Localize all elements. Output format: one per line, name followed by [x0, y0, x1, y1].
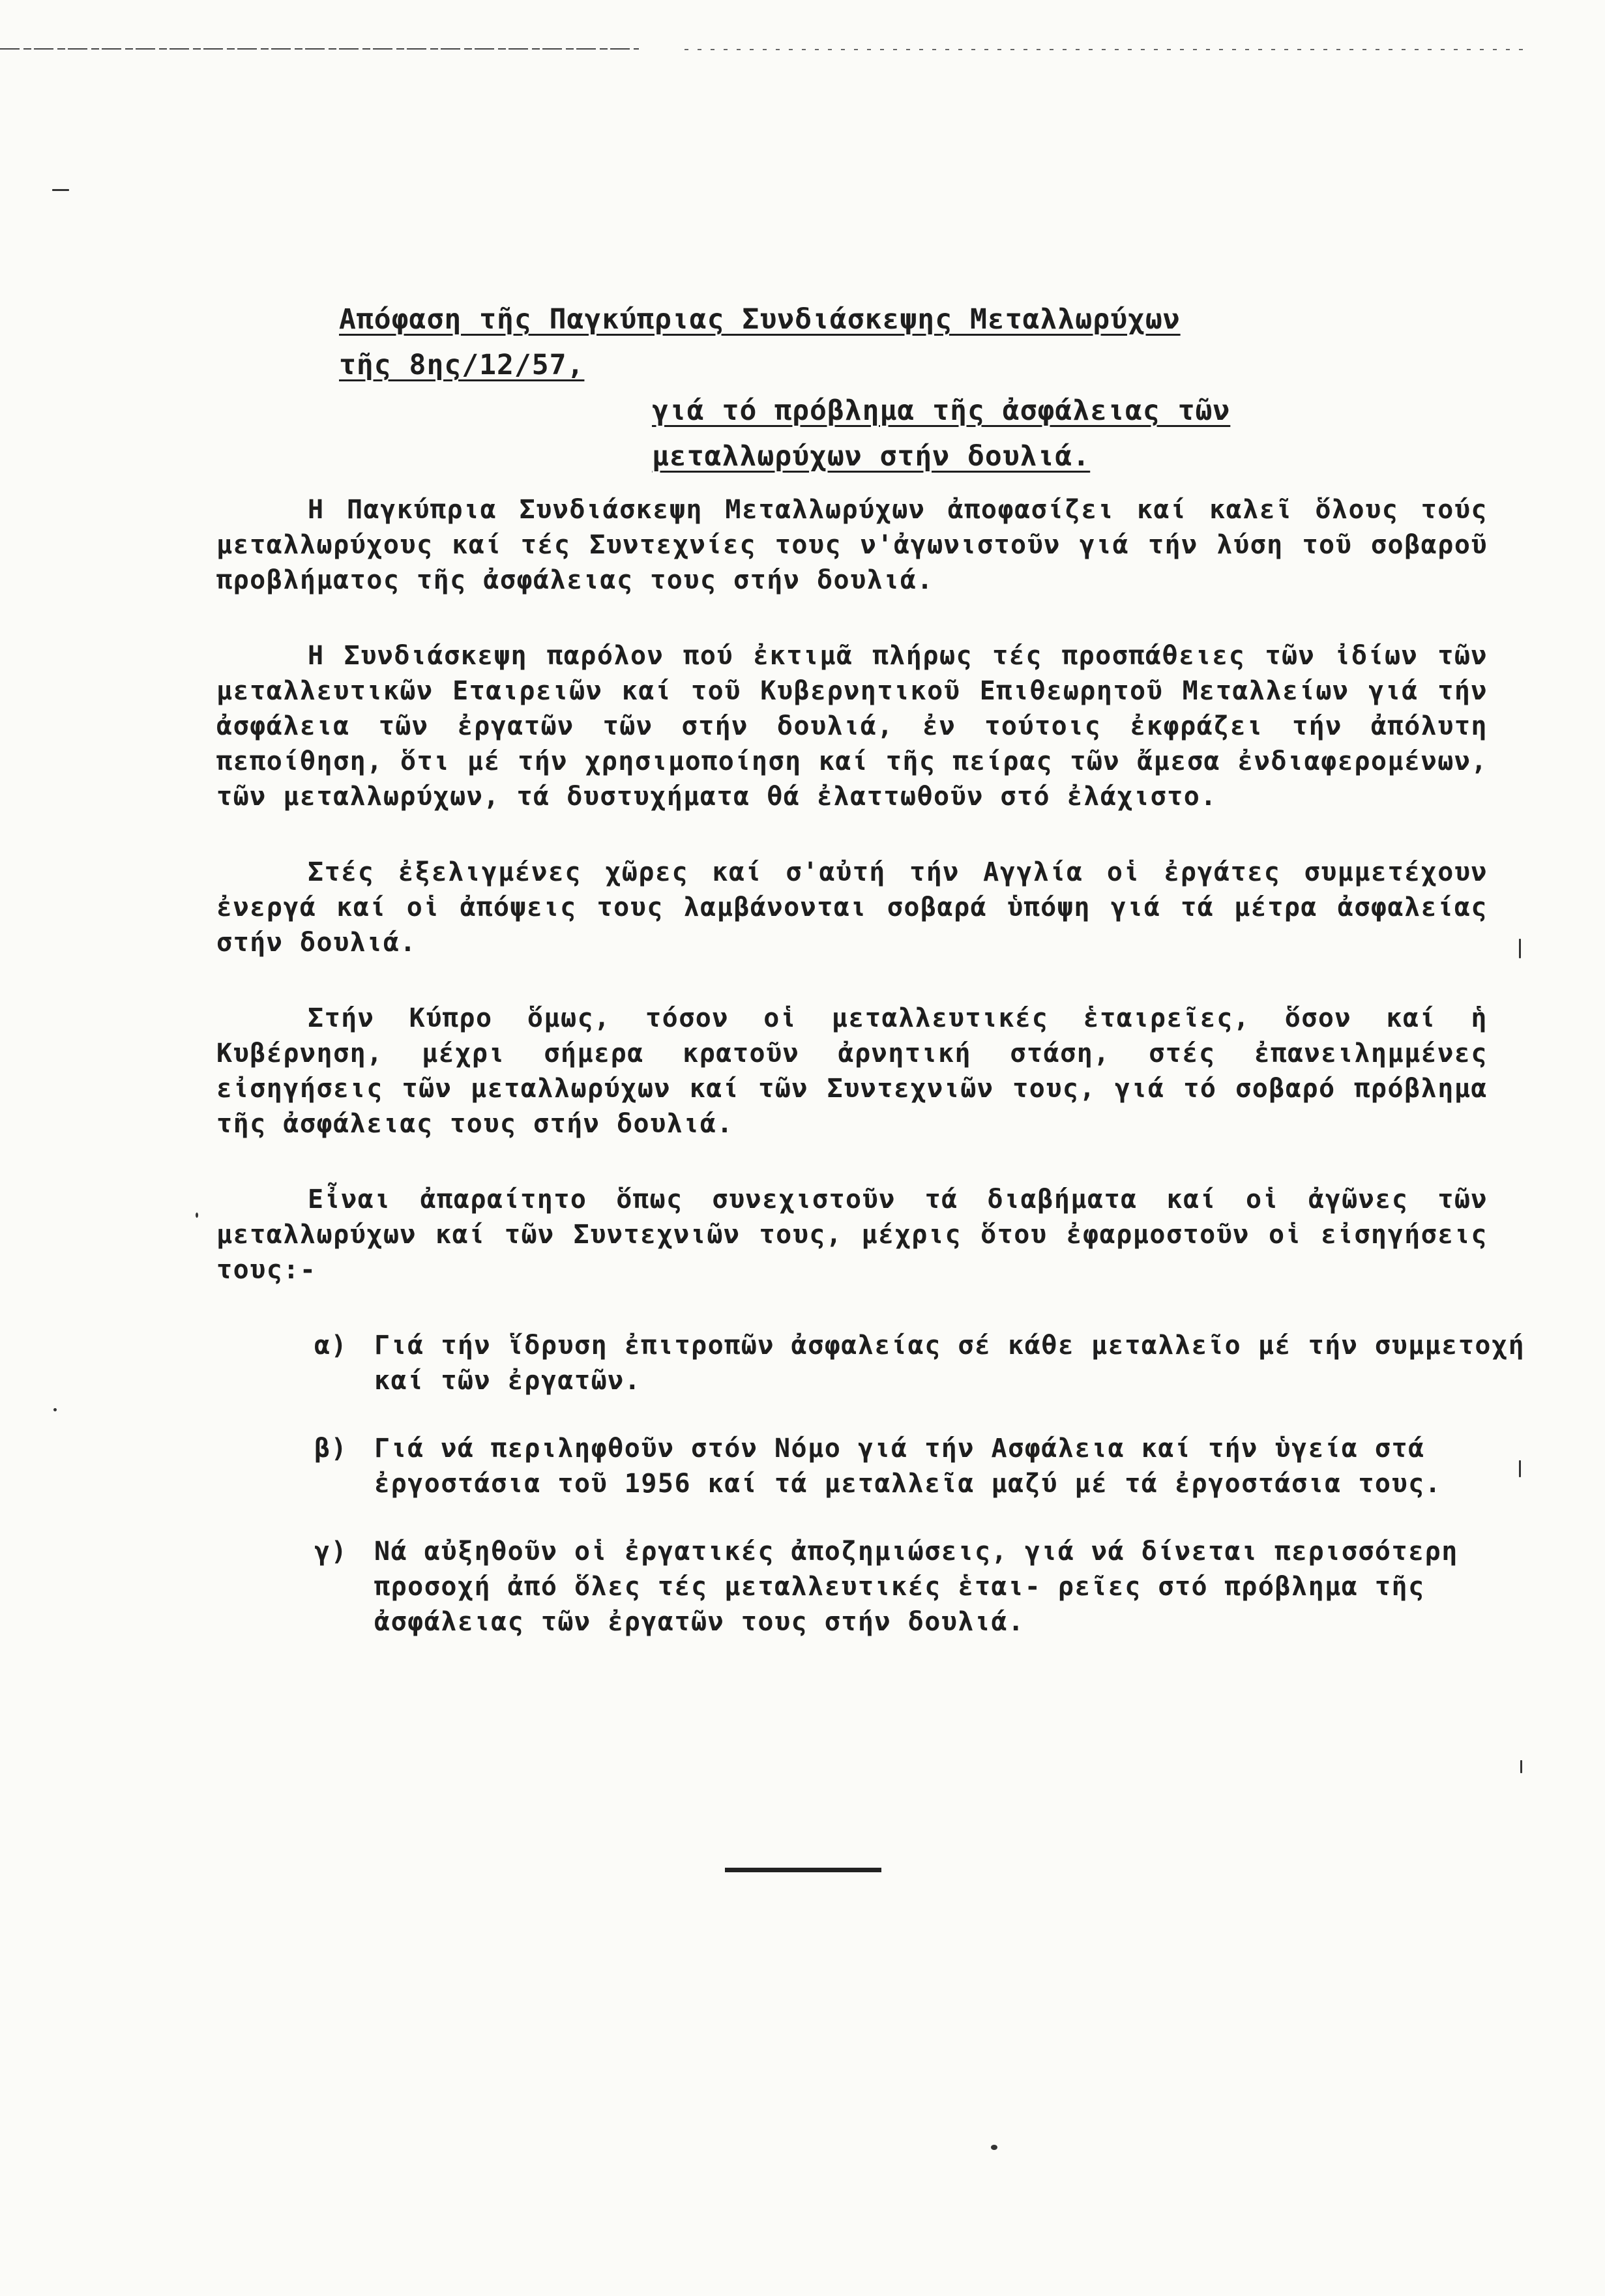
scan-edge-line	[0, 47, 1605, 52]
paragraph-2: Η Συνδιάσκεψη παρόλον πού ἐκτιμᾶ πλήρως τές προσπάθειες τῶν ἰδίων τῶν μεταλλευτικῶν Εταιρειῶν καί τοῦ Κυβερνητικοῦ Επιθεωρητοῦ Μεταλλείων γιά τήν ἀσφάλεια τῶν ἐργατῶν τῶν στήν δουλιά, ἐν τούτοις ἐκφράζει τήν ἀπόλυτη πεποίθηση, ὅτι μέ τήν χρησιμοποίηση καί τῆς πείρας τῶν ἄμεσα ἐνδιαφερομένων, τῶν μεταλλωρύχων, τά δυστυχήματα θά ἐλαττωθοῦν στό ἐλάχιστο.	[216, 641, 1488, 812]
scan-speck	[991, 2145, 997, 2150]
paragraph-3: Στές ἐξελιγμένες χῶρες καί σ'αὐτή τήν Αγγλία οἱ ἐργάτες συμμετέχουν ἐνεργά καί οἱ ἀπόψεις τους λαμβάνονται σοβαρά ὑπόψη γιά τά μέτρα ἀσφαλείας στήν δουλιά.	[216, 857, 1488, 958]
list-item	[314, 1534, 1554, 1640]
scan-speck	[53, 1408, 57, 1411]
title-line-4: μεταλλωρύχων στήν δουλιά.	[652, 440, 1091, 473]
closing-rule	[725, 1868, 881, 1872]
scan-speck	[196, 1213, 198, 1218]
list-item	[314, 1328, 1554, 1398]
paragraph-5: Εἶναι ἀπαραίτητο ὅπως συνεχιστοῦν τά διαβήματα καί οἱ ἀγῶνες τῶν μεταλλωρύχων καί τῶν Συντεχνιῶν τους, μέχρις ὅτου ἐφαρμοστοῦν οἱ εἰσηγήσεις τους:-	[216, 1185, 1488, 1285]
title-line-3: γιά τό πρόβλημα τῆς ἀσφάλειας τῶν	[652, 394, 1231, 427]
document-body	[216, 492, 1525, 1672]
list-item-text: Γιά νά περιληφθοῦν στόν Νόμο γιά τήν Ασφάλεια καί τήν ὑγεία στά ἐργοστάσια τοῦ 1956 καί τά μεταλλεῖα μαζύ μέ τά ἐργοστάσια τους.	[374, 1434, 1442, 1499]
paragraph-1: Η Παγκύπρια Συνδιάσκεψη Μεταλλωρύχων ἀποφασίζει καί καλεῖ ὅλους τούς μεταλλωρύχους καί τές Συντεχνίες τους ν'ἀγωνιστοῦν γιά τήν λύση τοῦ σοβαροῦ προβλήματος τῆς ἀσφάλειας τους στήν δουλιά.	[216, 495, 1488, 595]
list-marker: γ)	[314, 1537, 348, 1567]
scan-speck	[1519, 939, 1521, 958]
list-item	[314, 1431, 1554, 1501]
title-line-2: τῆς 8ης/12/57,	[339, 349, 585, 381]
title-line-1: Απόφαση τῆς Παγκύπριας Συνδιάσκεψης Μεταλλωρύχων	[339, 303, 1181, 336]
document-title	[339, 297, 1356, 479]
scan-speck	[52, 189, 69, 191]
scan-speck	[1520, 1760, 1522, 1773]
list-item-text: Νά αὐξηθοῦν οἱ ἐργατικές ἀποζημιώσεις, γιά νά δίνεται περισσότερη προσοχή ἀπό ὅλες τές μεταλλευτικές ἑται- ρεῖες στό πρόβλημα τῆς ἀσφάλειας τῶν ἐργατῶν τους στήν δουλιά.	[374, 1537, 1458, 1637]
paragraph-4: Στήν Κύπρο ὅμως, τόσον οἱ μεταλλευτικές ἑταιρεῖες, ὅσον καί ἡ Κυβέρνηση, μέχρι σήμερα κρατοῦν ἀρνητική στάση, στές ἐπανειλημμένες εἰσηγήσεις τῶν μεταλλωρύχων καί τῶν Συντεχνιῶν τους, γιά τό σοβαρό πρόβλημα τῆς ἀσφάλειας τους στήν δουλιά.	[216, 1003, 1488, 1139]
list-marker: β)	[314, 1434, 348, 1464]
demands-list	[216, 1328, 1525, 1640]
list-item-text: Γιά τήν ἵδρυση ἐπιτροπῶν ἀσφαλείας σέ κάθε μεταλλεῖο μέ τήν συμμετοχή καί τῶν ἐργατῶν.	[374, 1331, 1525, 1396]
list-marker: α)	[314, 1331, 348, 1361]
scan-speck	[1519, 1460, 1521, 1477]
